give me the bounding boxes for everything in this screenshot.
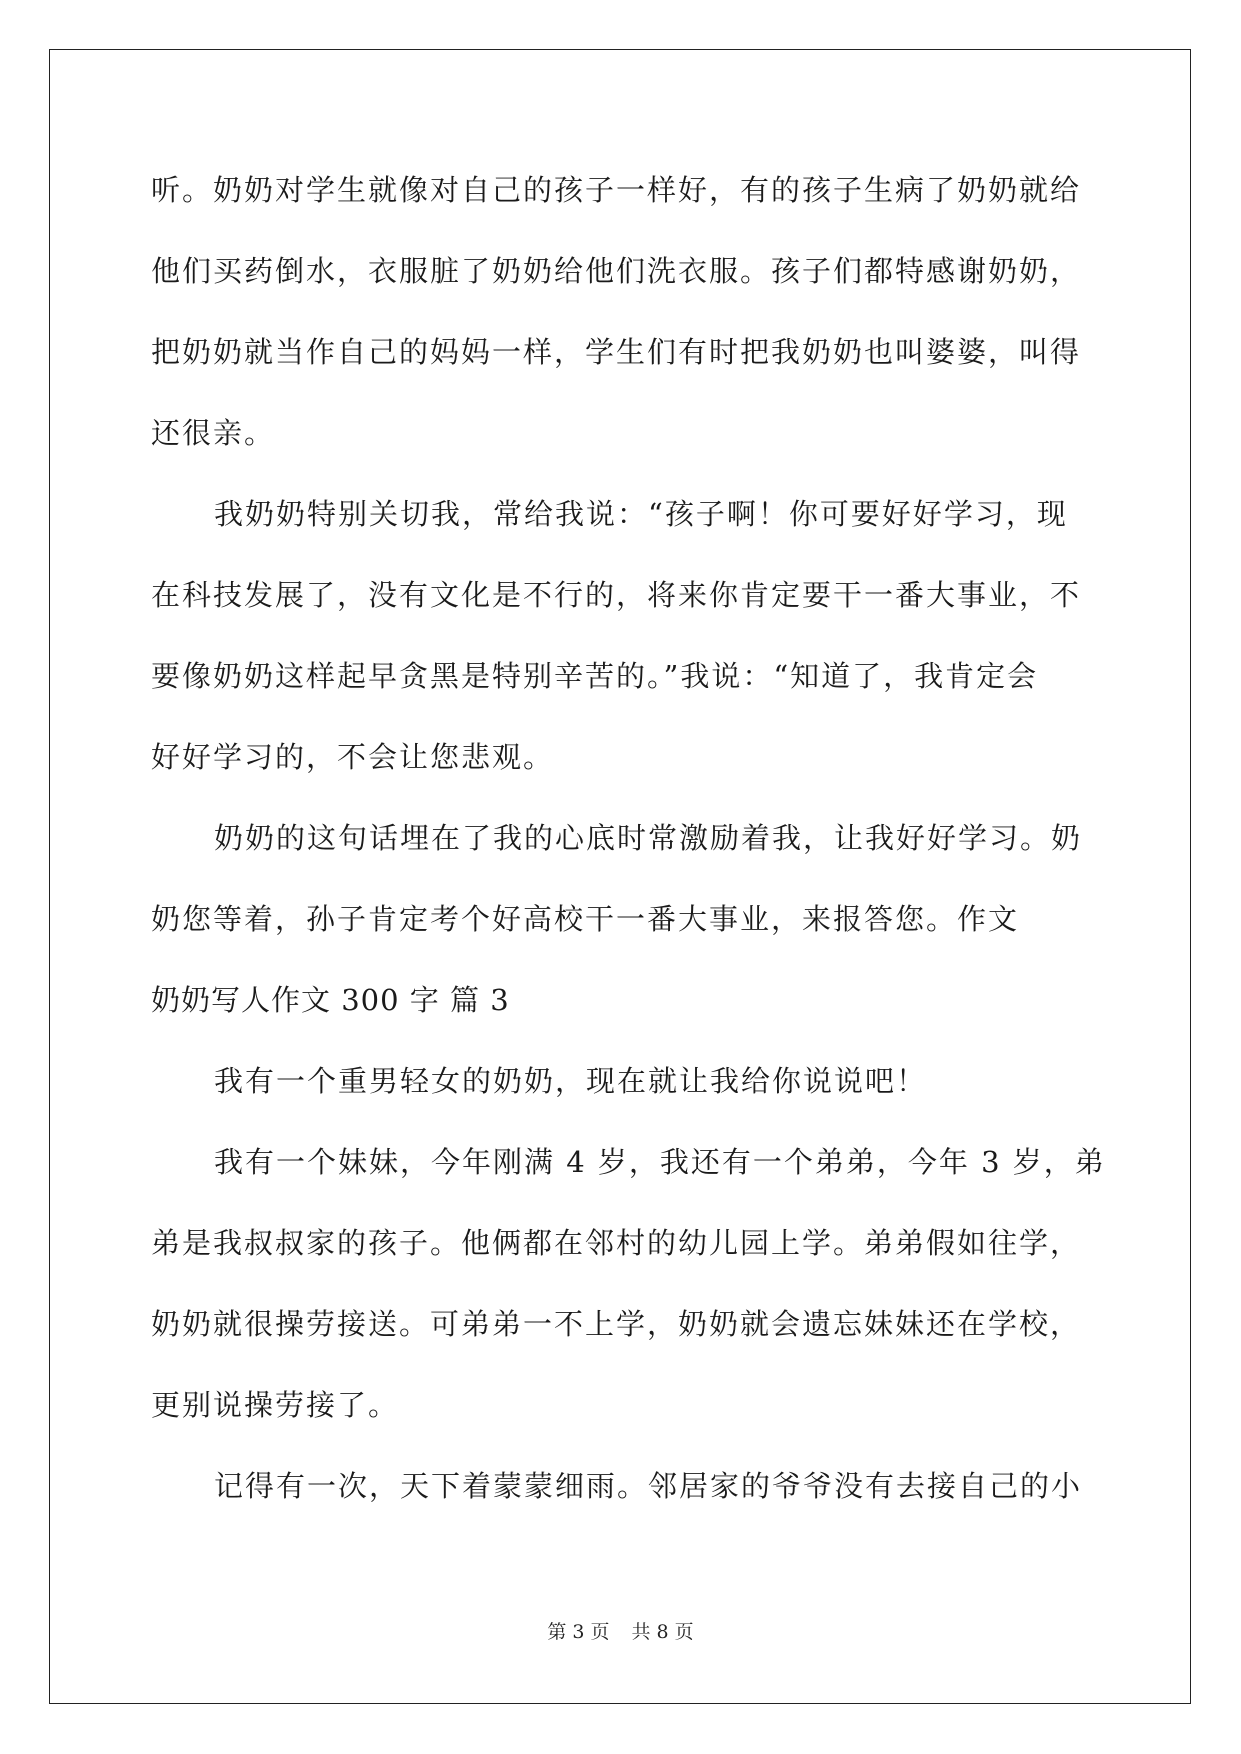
- page-number: 第 3 页: [547, 1621, 610, 1643]
- paragraph-line: 我有一个妹妹，今年刚满 4 岁，我还有一个弟弟，今年 3 岁，弟: [214, 1145, 1106, 1179]
- paragraph-line: 听。奶奶对学生就像对自己的孩子一样好，有的孩子生病了奶奶就给: [151, 173, 1082, 207]
- paragraph-line: 奶奶就很操劳接送。可弟弟一不上学，奶奶就会遗忘妹妹还在学校，: [151, 1307, 1082, 1341]
- paragraph-line: 弟是我叔叔家的孩子。他俩都在邻村的幼儿园上学。弟弟假如往学，: [151, 1226, 1082, 1260]
- paragraph-line: 他们买药倒水，衣服脏了奶奶给他们洗衣服。孩子们都特感谢奶奶，: [151, 254, 1082, 288]
- paragraph-line: 在科技发展了，没有文化是不行的，将来你肯定要干一番大事业，不: [151, 578, 1082, 612]
- paragraph-line: 我有一个重男轻女的奶奶，现在就让我给你说说吧！: [214, 1064, 928, 1098]
- paragraph-line: 奶奶的这句话埋在了我的心底时常激励着我，让我好好学习。奶: [214, 821, 1083, 855]
- paragraph-line: 更别说操劳接了。: [151, 1388, 400, 1422]
- paragraph-line: 要像奶奶这样起早贪黑是特别辛苦的。”我说：“知道了，我肯定会: [151, 659, 1039, 693]
- paragraph-line: 记得有一次，天下着蒙蒙细雨。邻居家的爷爷没有去接自己的小: [214, 1469, 1083, 1503]
- paragraph-line: 还很亲。: [151, 416, 276, 450]
- page-total: 共 8 页: [631, 1621, 694, 1643]
- paragraph-line: 我奶奶特别关切我，常给我说：“孩子啊！你可要好好学习，现: [214, 497, 1068, 531]
- page-border: [49, 49, 1191, 1704]
- section-heading: 奶奶写人作文 300 字 篇 3: [151, 983, 510, 1017]
- page-footer: [0, 1620, 1241, 1644]
- paragraph-line: 好好学习的，不会让您悲观。: [151, 740, 555, 774]
- paragraph-line: 奶您等着，孙子肯定考个好高校干一番大事业，来报答您。作文: [151, 902, 1020, 936]
- paragraph-line: 把奶奶就当作自己的妈妈一样，学生们有时把我奶奶也叫婆婆，叫得: [151, 335, 1082, 369]
